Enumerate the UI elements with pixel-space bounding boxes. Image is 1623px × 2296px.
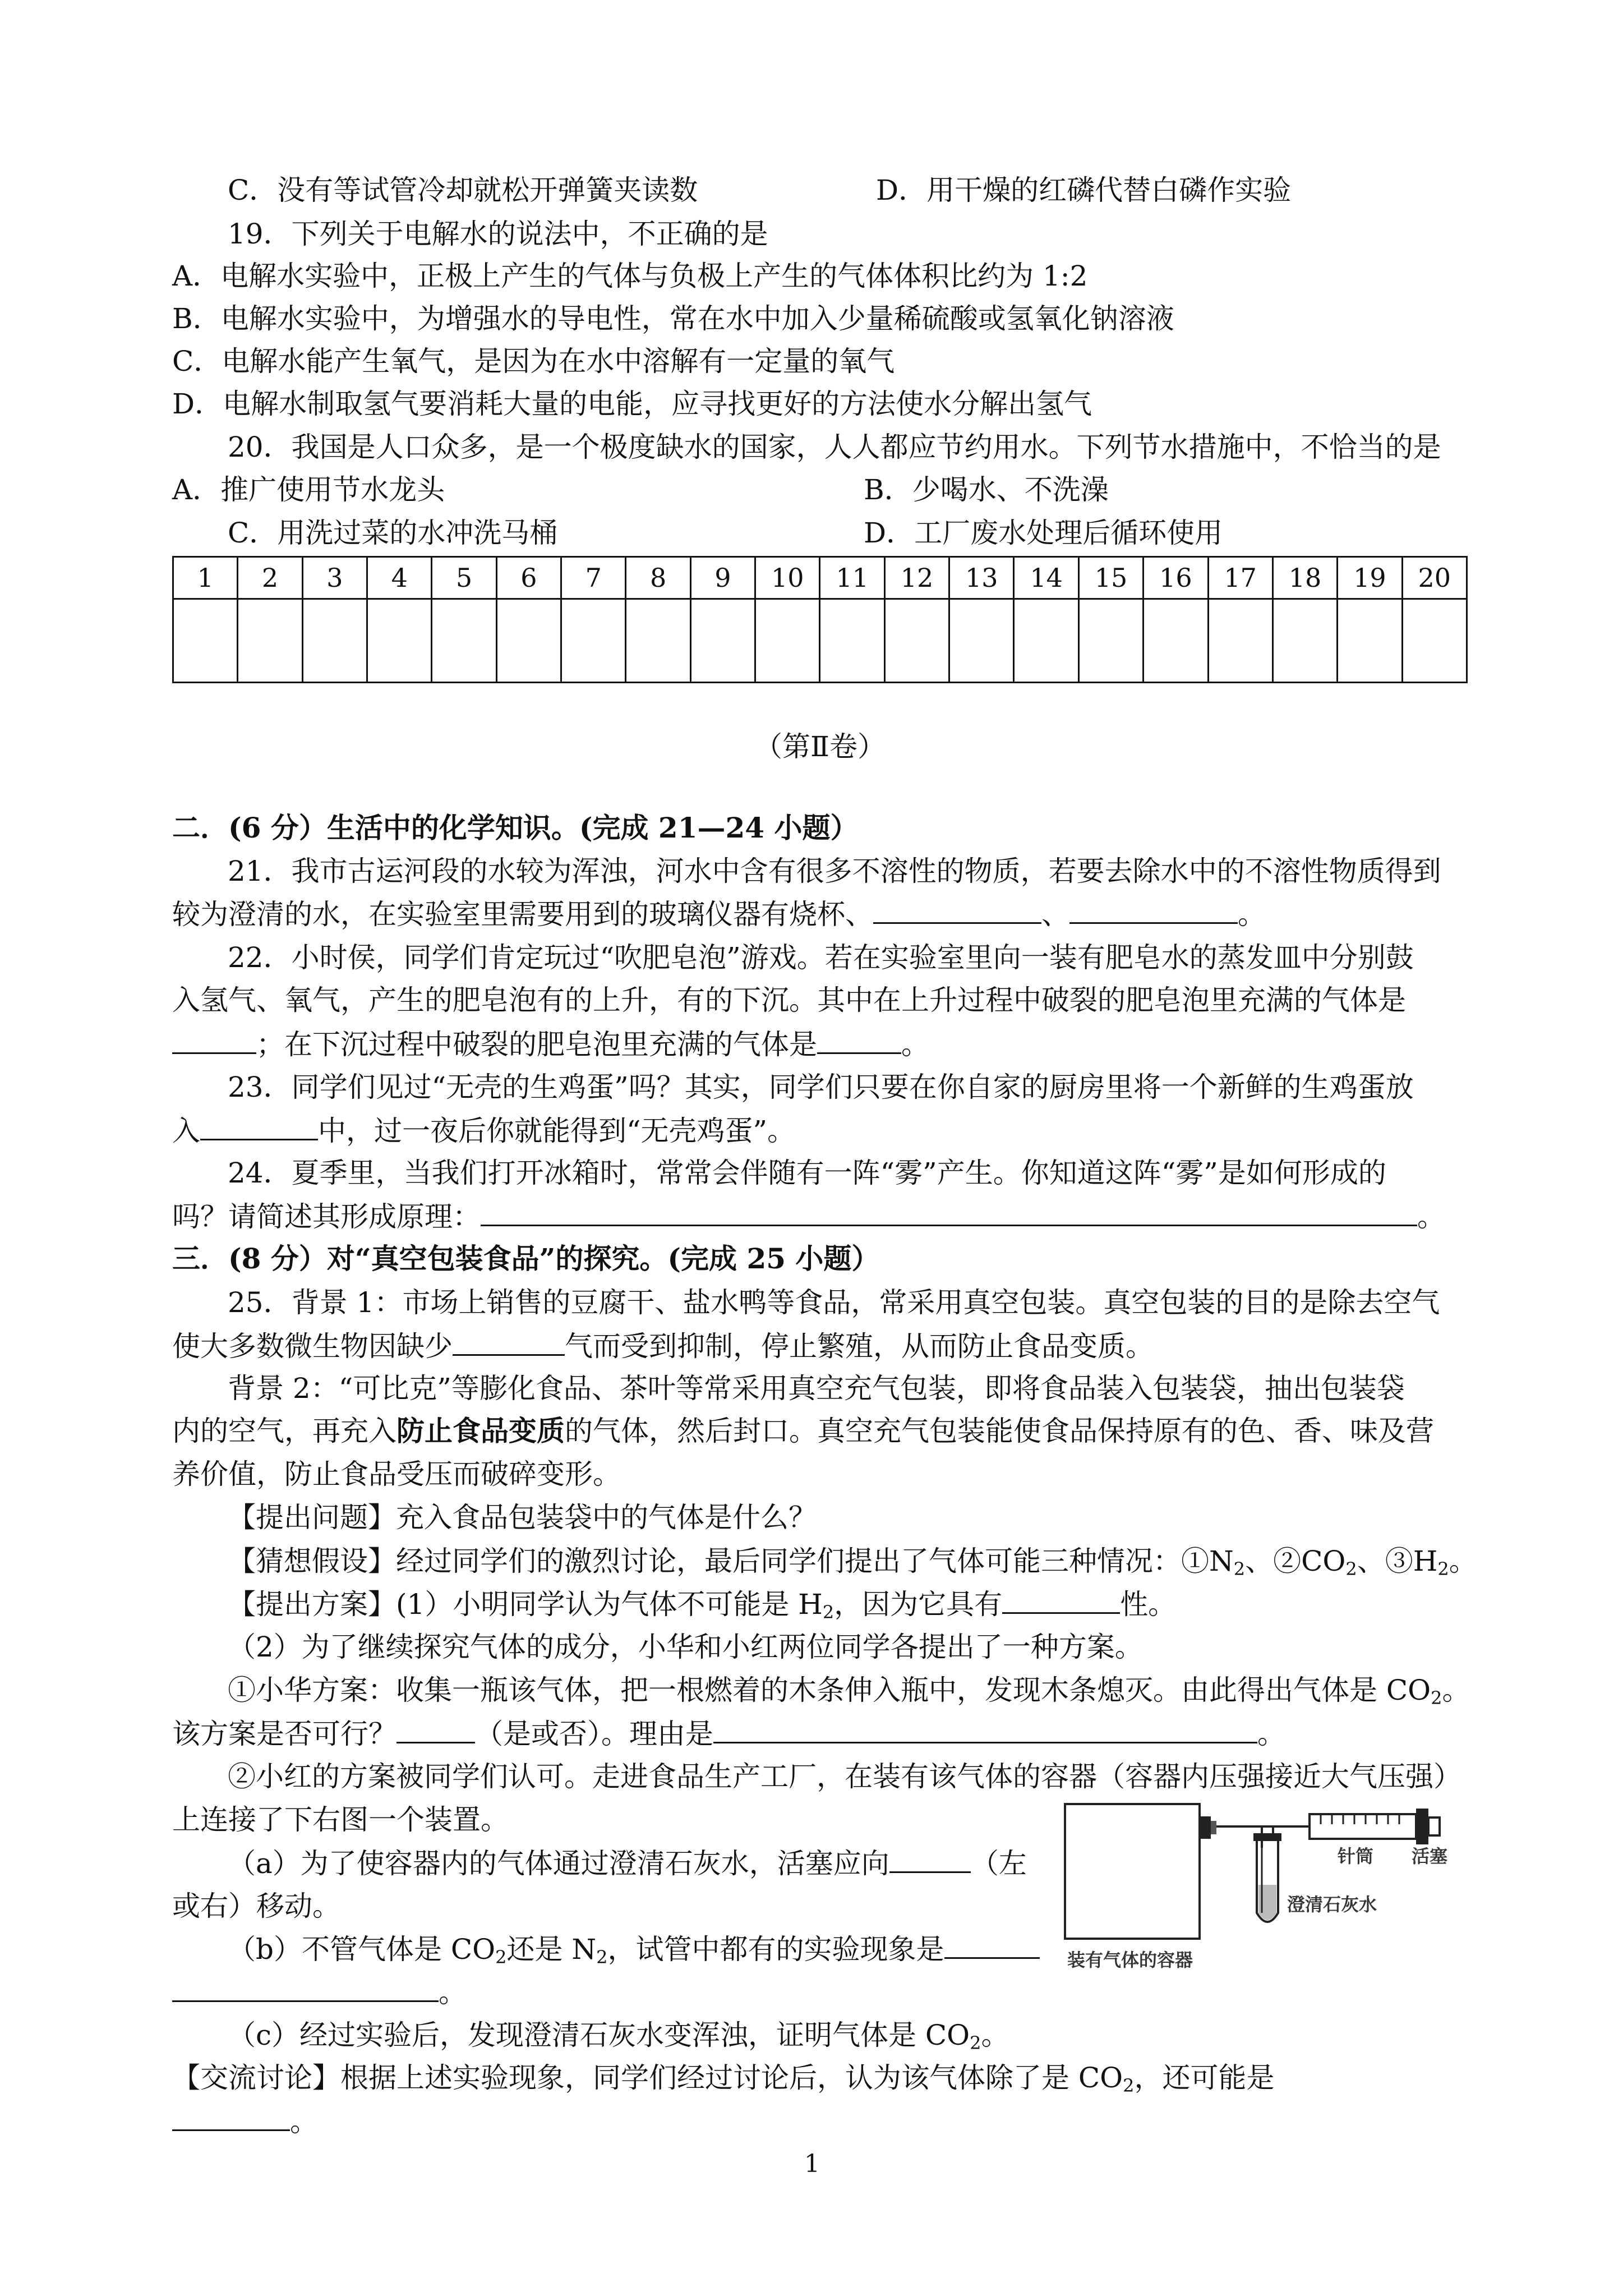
q19-stem: 19．下列关于电解水的说法中，不正确的是 bbox=[228, 218, 768, 250]
q24-line-1: 24．夏季里，当我们打开冰箱时，常常会伴随有一阵“雾”产生。你知道这阵“雾”是如何形成的 bbox=[228, 1157, 1386, 1189]
answer-cell[interactable] bbox=[1272, 599, 1337, 683]
subscript: 2 bbox=[1431, 1687, 1442, 1709]
q23-text-end: 中，过一夜后你就能得到“无壳鸡蛋”。 bbox=[318, 1115, 796, 1147]
q24-line-2 bbox=[172, 1202, 1445, 1231]
answer-cell[interactable] bbox=[626, 599, 690, 683]
piston-icon bbox=[1416, 1809, 1428, 1844]
xiaohong-plan-line-1: ②小红的方案被同学们认可。走进食品生产工厂，在装有该气体的容器（容器内压强接近大气压强） bbox=[228, 1760, 1461, 1793]
part-b-text: （b）不管气体是 CO bbox=[228, 1933, 496, 1966]
plan-2: （2）为了继续探究气体的成分，小华和小红两位同学各提出了一种方案。 bbox=[228, 1631, 1143, 1663]
discussion-line-1 bbox=[172, 2062, 1275, 2096]
subscript: 2 bbox=[822, 1602, 834, 1623]
part-b-line-1 bbox=[228, 1933, 1040, 1968]
answer-table-blank-row bbox=[173, 599, 1467, 683]
subscript: 2 bbox=[495, 1947, 507, 1968]
answer-table-number: 18 bbox=[1272, 557, 1337, 599]
answer-table-number-row bbox=[173, 557, 1467, 599]
answer-table-number: 14 bbox=[1014, 557, 1078, 599]
q22-text: ；在下沉过程中破裂的肥皂泡里充满的气体是 bbox=[256, 1028, 817, 1061]
volume-ii-heading: （第Ⅱ卷） bbox=[754, 730, 886, 763]
answer-cell[interactable] bbox=[496, 599, 561, 683]
q25-blank[interactable] bbox=[453, 1332, 565, 1356]
apparatus-figure bbox=[1063, 1801, 1489, 1975]
q20-option-b: B．少喝水、不洗澡 bbox=[864, 473, 1109, 506]
q24-text: 吗？请简述其形成原理： bbox=[172, 1200, 481, 1233]
answer-table-number: 5 bbox=[432, 557, 496, 599]
hypothesis-text: 、②CO bbox=[1245, 1545, 1346, 1577]
part-b-end: 。 bbox=[439, 1976, 467, 2009]
q24-blank[interactable] bbox=[481, 1202, 1417, 1226]
container-valve-icon bbox=[1211, 1821, 1216, 1834]
part-c bbox=[228, 2019, 1009, 2054]
discussion-blank[interactable] bbox=[172, 2107, 290, 2131]
answer-table-number: 13 bbox=[949, 557, 1014, 599]
answer-cell[interactable] bbox=[432, 599, 496, 683]
discussion-text: ，还可能是 bbox=[1134, 2062, 1275, 2094]
answer-cell[interactable] bbox=[1144, 599, 1208, 683]
part-b-blank-2[interactable] bbox=[172, 1978, 439, 2002]
answer-table-number: 6 bbox=[496, 557, 561, 599]
part-a-line-1 bbox=[228, 1849, 1027, 1878]
part-a-line-2: 或右）移动。 bbox=[172, 1890, 340, 1922]
section-3-heading: 三．(8 分）对“真空包装食品”的探究。(完成 25 小题） bbox=[172, 1242, 880, 1275]
xiaohua-plan-line-2 bbox=[172, 1719, 1285, 1748]
q20-option-a: A．推广使用节水龙头 bbox=[172, 473, 445, 506]
q18-option-c: C．没有等试管冷却就松开弹簧夹读数 bbox=[228, 174, 698, 206]
plan-1 bbox=[228, 1588, 1177, 1623]
q19-option-d: D．电解水制取氢气要消耗大量的电能，应寻找更好的方法使水分解出氢气 bbox=[172, 388, 1092, 420]
q25-line-2 bbox=[172, 1330, 1154, 1363]
part-b-text: ，试管中都有的实验现象是 bbox=[607, 1933, 944, 1966]
answer-cell[interactable] bbox=[1208, 599, 1272, 683]
plan-1-text: ，因为它具有 bbox=[834, 1588, 1003, 1621]
answer-table-number: 8 bbox=[626, 557, 690, 599]
section-2-heading: 二．(6 分）生活中的化学知识。(完成 21—24 小题） bbox=[172, 811, 859, 844]
q19-option-a: A．电解水实验中，正极上产生的气体与负极上产生的气体体积比约为 1:2 bbox=[172, 260, 1088, 292]
q21-end: 。 bbox=[1238, 898, 1266, 931]
container-label: 装有气体的容器 bbox=[1067, 1949, 1193, 1971]
q22-end: 。 bbox=[901, 1028, 929, 1061]
answer-cell[interactable] bbox=[820, 599, 884, 683]
q22-line-3 bbox=[172, 1030, 929, 1059]
part-b-line-2 bbox=[172, 1978, 467, 2007]
discussion-end: 。 bbox=[290, 2105, 318, 2138]
part-b-text: 还是 N bbox=[506, 1933, 597, 1966]
subscript: 2 bbox=[1437, 1558, 1449, 1580]
answer-cell[interactable] bbox=[1338, 599, 1402, 683]
q21-line-2 bbox=[172, 898, 1266, 931]
q21-blank-2[interactable] bbox=[1069, 900, 1238, 924]
reason-end: 。 bbox=[1257, 1718, 1285, 1750]
background-2-line-2 bbox=[172, 1414, 1434, 1447]
answer-cell[interactable] bbox=[884, 599, 949, 683]
q23-text-start: 入 bbox=[172, 1115, 200, 1147]
q19-option-b: B．电解水实验中，为增强水的导电性，常在水中加入少量稀硫酸或氢氧化钠溶液 bbox=[172, 302, 1174, 335]
q22-line-2: 入氢气、氧气，产生的肥皂泡有的上升，有的下沉。其中在上升过程中破裂的肥皂泡里充满的气体是 bbox=[172, 984, 1406, 1016]
answer-table-number: 20 bbox=[1402, 557, 1467, 599]
q25-line-1: 25．背景 1：市场上销售的豆腐干、盐水鸭等食品，常采用真空包装。真空包装的目的是除去空气 bbox=[228, 1286, 1440, 1319]
plan-1-blank[interactable] bbox=[1002, 1590, 1120, 1614]
q21-line-1: 21．我市古运河段的水较为浑浊，河水中含有很多不溶性的物质，若要去除水中的不溶性物质得到 bbox=[228, 855, 1441, 887]
q23-line-1: 23．同学们见过“无壳的生鸡蛋”吗？其实，同学们只要在你自家的厨房里将一个新鲜的生鸡蛋放 bbox=[228, 1071, 1414, 1103]
xiaohong-plan-line-2: 上连接了下右图一个装置。 bbox=[172, 1803, 509, 1836]
ask-question: 【提出问题】充入食品包装袋中的气体是什么？ bbox=[228, 1501, 817, 1534]
q20-stem: 20．我国是人口众多，是一个极度缺水的国家，人人都应节约用水。下列节水措施中，不恰当的是 bbox=[228, 431, 1441, 463]
answer-table-number: 10 bbox=[755, 557, 820, 599]
subscript: 2 bbox=[596, 1947, 608, 1968]
xiaohua-plan-end: 。 bbox=[1442, 1674, 1470, 1706]
feasibility-blank[interactable] bbox=[396, 1719, 475, 1743]
plan-1-text: 【提出方案】(1）小明同学认为气体不可能是 H bbox=[228, 1588, 823, 1621]
xiaohua-plan-line-1 bbox=[228, 1674, 1470, 1709]
answer-cell[interactable] bbox=[949, 599, 1014, 683]
q18-option-d: D．用干燥的红磷代替白磷作实验 bbox=[876, 174, 1292, 206]
q23-blank[interactable] bbox=[200, 1116, 318, 1140]
answer-cell[interactable] bbox=[690, 599, 755, 683]
plan-1-end: 性。 bbox=[1120, 1588, 1177, 1621]
feasibility-question: 该方案是否可行？ bbox=[172, 1718, 396, 1750]
q25-text: 使大多数微生物因缺少 bbox=[172, 1330, 453, 1363]
q21-separator: 、 bbox=[1041, 898, 1069, 931]
subscript: 2 bbox=[1233, 1558, 1246, 1580]
background-2-line-1: 背景 2：“可比克”等膨化食品、茶叶等常采用真空充气包装，即将食品装入包装袋，抽出包装袋 bbox=[228, 1372, 1405, 1405]
answer-table bbox=[172, 556, 1468, 683]
part-c-end: 。 bbox=[981, 2019, 1009, 2051]
answer-table-number: 7 bbox=[561, 557, 626, 599]
discussion-line-2 bbox=[172, 2107, 318, 2136]
xiaohua-plan-text: ①小华方案：收集一瓶该气体，把一根燃着的木条伸入瓶中，发现木条熄灭。由此得出气体是 CO bbox=[228, 1674, 1431, 1706]
syringe-label: 针筒 bbox=[1338, 1846, 1374, 1867]
page-number: 1 bbox=[804, 2150, 820, 2178]
syringe-scale bbox=[1321, 1814, 1399, 1824]
background-2-line-3: 养价值，防止食品受压而破碎变形。 bbox=[172, 1458, 621, 1490]
hypothesis-text: 【猜想假设】经过同学们的激烈讨论，最后同学们提出了气体可能三种情况：①N bbox=[228, 1545, 1234, 1577]
part-a-text: （a）为了使容器内的气体通过澄清石灰水，活塞应向 bbox=[228, 1847, 889, 1880]
answer-cell[interactable] bbox=[1402, 599, 1467, 683]
test-tube-stopper-icon bbox=[1253, 1833, 1281, 1841]
answer-table-number: 9 bbox=[690, 557, 755, 599]
hypothesis bbox=[228, 1545, 1477, 1580]
answer-table-number: 11 bbox=[820, 557, 884, 599]
answer-table-number: 1 bbox=[173, 557, 238, 599]
background-2-text-end: 的气体，然后封口。真空充气包装能使食品保持原有的色、香、味及营 bbox=[565, 1415, 1434, 1447]
part-a-text-end: （左 bbox=[970, 1847, 1027, 1880]
gas-container bbox=[1065, 1804, 1200, 1939]
q20-option-c: C．用洗过菜的水冲洗马桶 bbox=[228, 517, 558, 549]
q24-end: 。 bbox=[1417, 1200, 1445, 1233]
q22-line-1: 22．小时侯，同学们肯定玩过“吹肥皂泡”游戏。若在实验室里向一装有肥皂水的蒸发皿中分别鼓 bbox=[228, 941, 1414, 974]
reason-blank[interactable] bbox=[713, 1719, 1257, 1743]
answer-cell[interactable] bbox=[173, 599, 238, 683]
answer-table-number: 19 bbox=[1338, 557, 1402, 599]
q20-option-d: D．工厂废水处理后循环使用 bbox=[864, 517, 1223, 549]
answer-cell[interactable] bbox=[561, 599, 626, 683]
part-a-blank[interactable] bbox=[889, 1849, 971, 1873]
answer-table-number: 2 bbox=[238, 557, 302, 599]
answer-cell[interactable] bbox=[755, 599, 820, 683]
answer-table-number: 4 bbox=[367, 557, 432, 599]
answer-table-number: 12 bbox=[884, 557, 949, 599]
part-b-blank-1[interactable] bbox=[944, 1935, 1040, 1959]
background-2-text: 内的空气，再充入 bbox=[172, 1415, 396, 1447]
limewater-label: 澄清石灰水 bbox=[1287, 1894, 1377, 1915]
answer-table-number: 3 bbox=[302, 557, 367, 599]
answer-cell[interactable] bbox=[238, 599, 302, 683]
q21-text: 较为澄清的水，在实验室里需要用到的玻璃仪器有烧杯、 bbox=[172, 898, 873, 931]
discussion-text: 【交流讨论】根据上述实验现象，同学们经过讨论后，认为该气体除了是 CO bbox=[172, 2062, 1123, 2094]
answer-table-number: 16 bbox=[1144, 557, 1208, 599]
answer-cell[interactable] bbox=[1014, 599, 1078, 683]
hypothesis-text: 、③H bbox=[1357, 1545, 1438, 1577]
answer-cell[interactable] bbox=[302, 599, 367, 683]
part-c-text: （c）经过实验后，发现澄清石灰水变浑浊，证明气体是 CO bbox=[228, 2019, 970, 2051]
hypothesis-end: 。 bbox=[1449, 1545, 1477, 1577]
answer-cell[interactable] bbox=[1078, 599, 1143, 683]
background-2-emphasis: 防止食品变质 bbox=[396, 1414, 565, 1447]
q21-blank-1[interactable] bbox=[873, 900, 1041, 924]
q22-blank-1[interactable] bbox=[172, 1030, 256, 1054]
piston-label: 活塞 bbox=[1412, 1846, 1448, 1867]
answer-table-number: 15 bbox=[1078, 557, 1143, 599]
answer-table-number: 17 bbox=[1208, 557, 1272, 599]
q25-text-end: 气而受到抑制，停止繁殖，从而防止食品变质。 bbox=[565, 1330, 1154, 1363]
subscript: 2 bbox=[1345, 1558, 1357, 1580]
reason-label: （是或否）。理由是 bbox=[475, 1718, 713, 1750]
answer-cell[interactable] bbox=[367, 599, 432, 683]
container-valve-icon bbox=[1200, 1816, 1211, 1839]
piston-handle-icon bbox=[1428, 1818, 1440, 1835]
q19-option-c: C．电解水能产生氧气，是因为在水中溶解有一定量的氧气 bbox=[172, 345, 895, 378]
subscript: 2 bbox=[970, 2032, 981, 2054]
q23-line-2 bbox=[172, 1116, 795, 1145]
subscript: 2 bbox=[1123, 2075, 1135, 2096]
q22-blank-2[interactable] bbox=[817, 1030, 901, 1054]
